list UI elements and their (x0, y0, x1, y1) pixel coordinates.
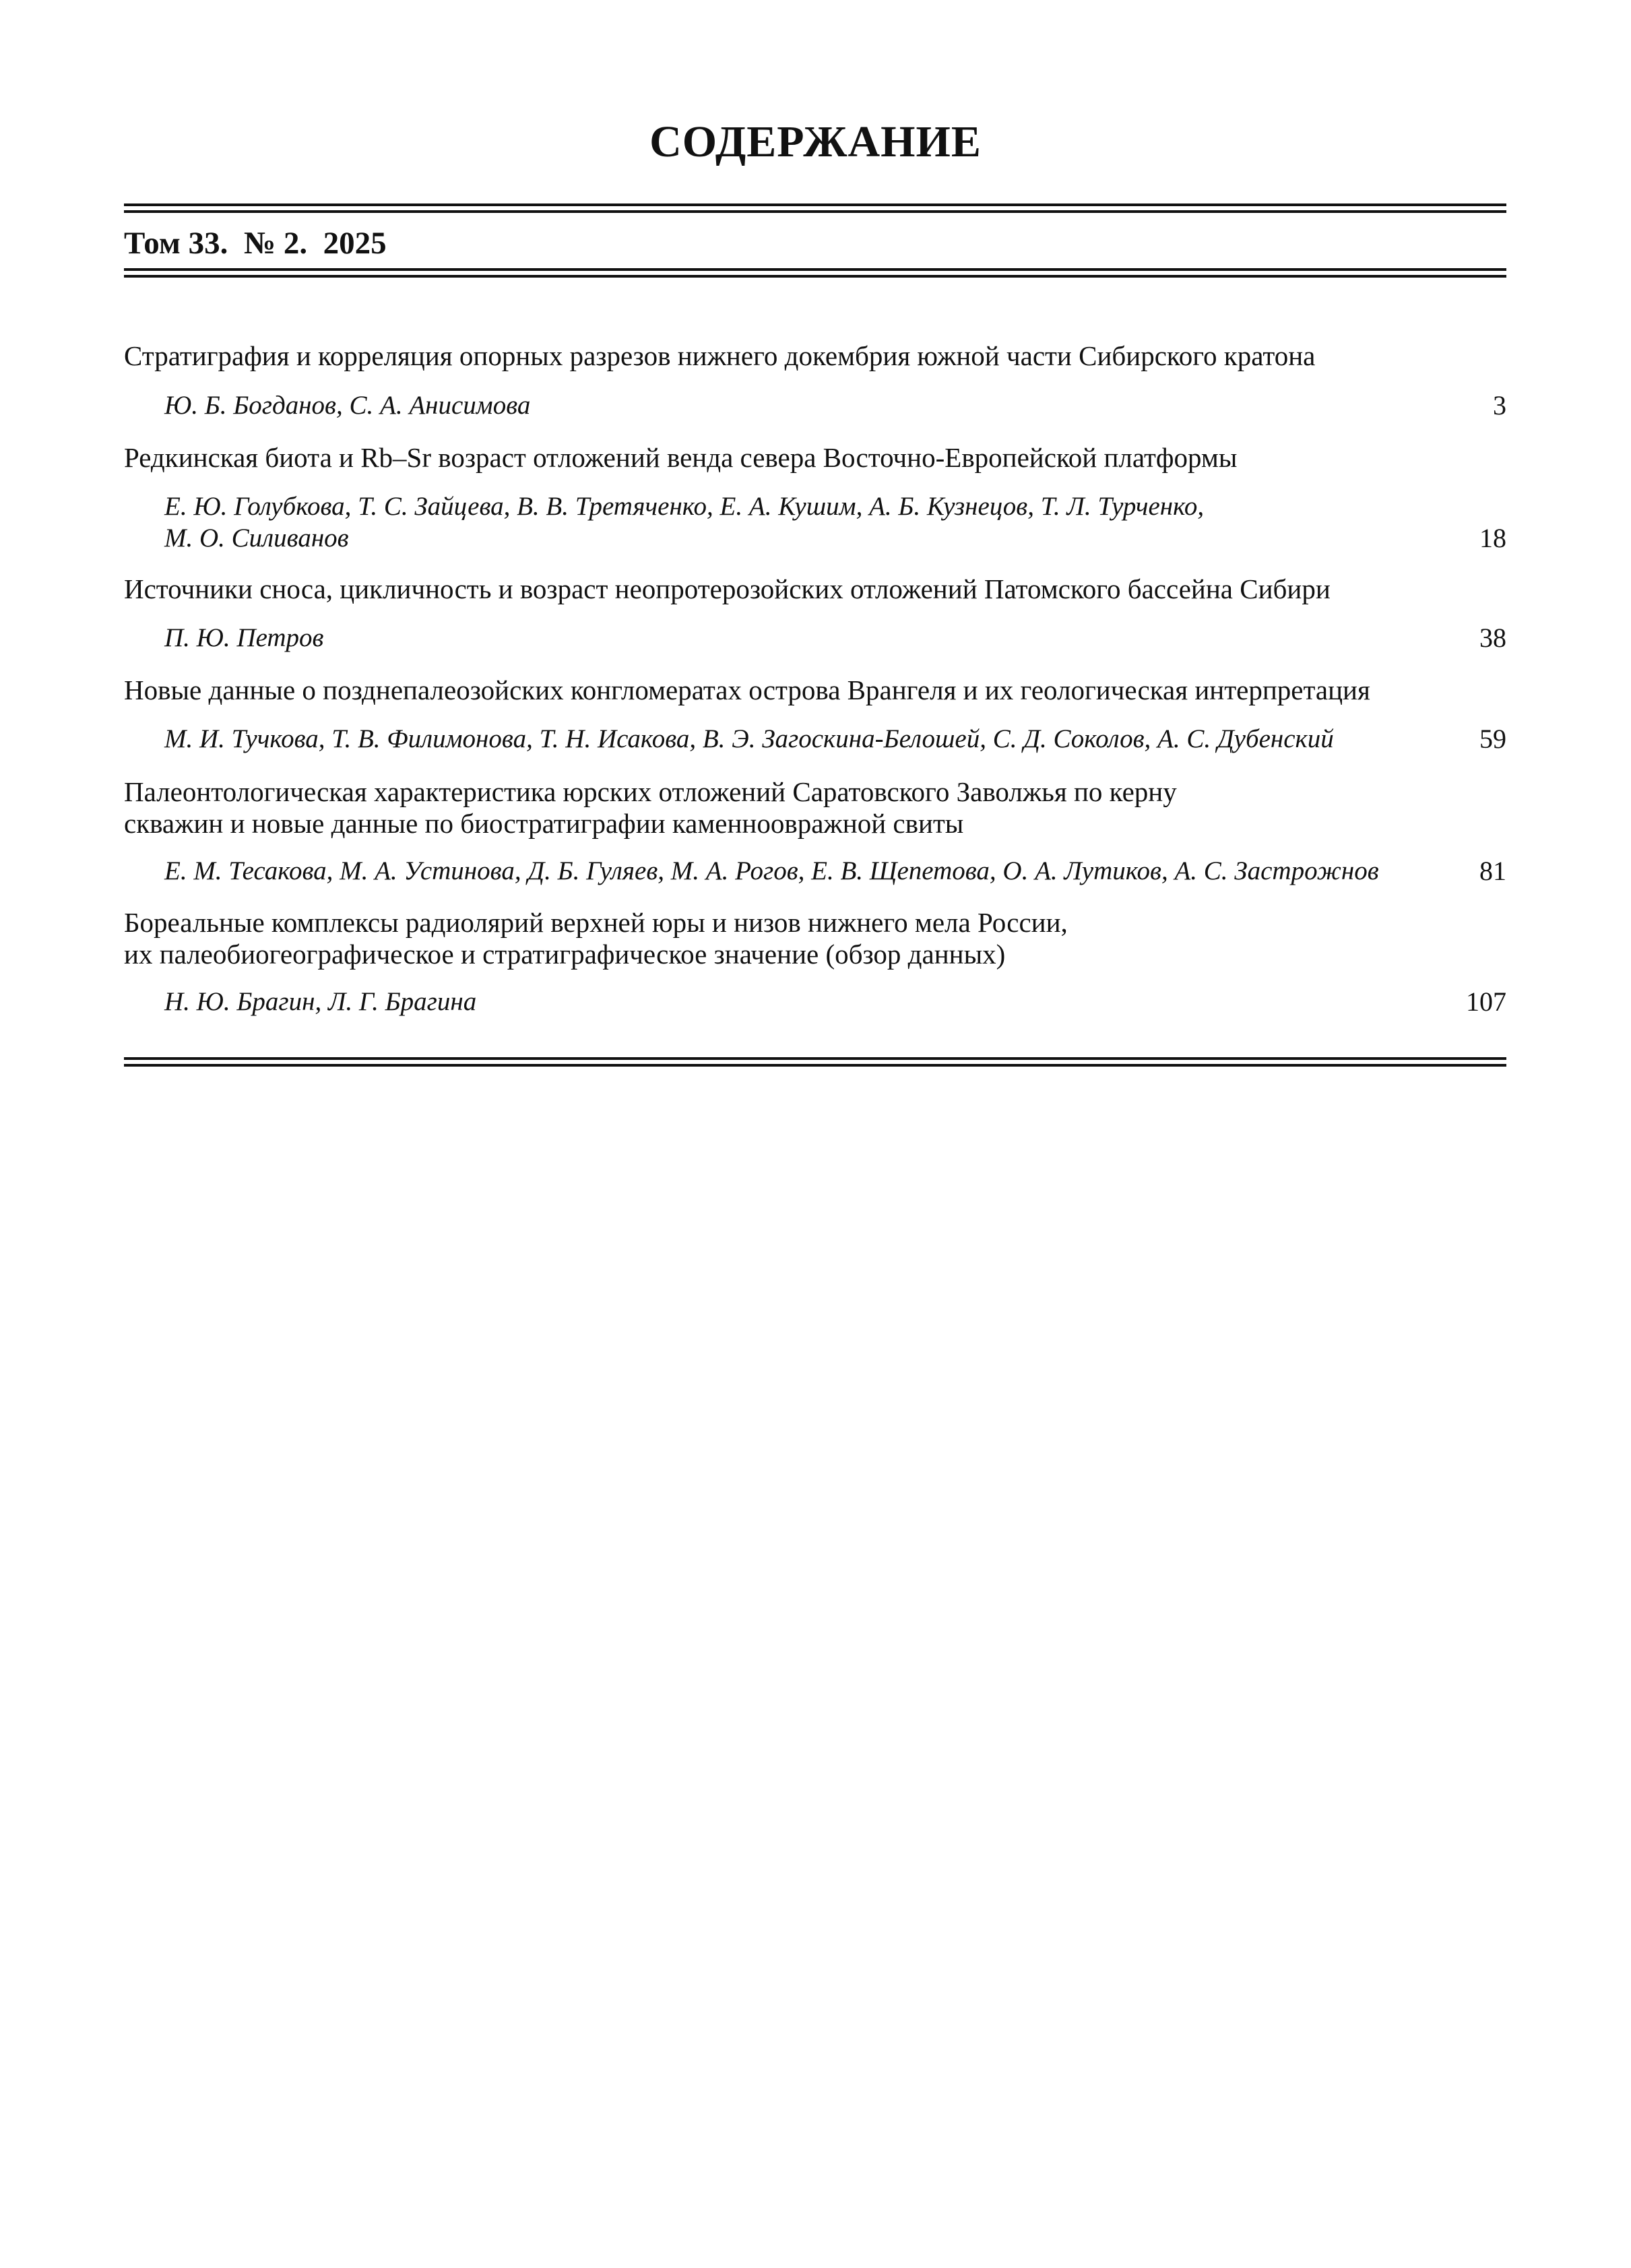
footer-rule-2 (124, 1064, 1506, 1067)
footer-rule-1 (124, 1057, 1506, 1060)
entry-title[interactable]: Бореальные комплексы радиолярий верхней юры и низов нижнего мела России, их палеобиогеографическое и стратиграфическое значение (обзор данных) (124, 907, 1068, 970)
header-rule-top-1 (124, 203, 1506, 206)
entry-page-number: 38 (1479, 623, 1506, 653)
entry-page-number: 3 (1493, 390, 1506, 420)
entry-title[interactable]: Стратиграфия и корреляция опорных разрезов нижнего докембрия южной части Сибирского кратона (124, 340, 1316, 371)
entry-title[interactable]: Источники сноса, цикличность и возраст неопротерозойских отложений Патомского бассейна Сибири (124, 573, 1331, 604)
entry-authors: П. Ю. Петров (164, 623, 324, 652)
header-rule-bottom-1 (124, 268, 1506, 271)
entry-page-number: 107 (1466, 986, 1506, 1017)
entry-authors: Н. Ю. Брагин, Л. Г. Брагина (164, 987, 477, 1016)
entry-title[interactable]: Редкинская биота и Rb–Sr возраст отложений венда севера Восточно-Европейской платформы (124, 442, 1238, 473)
entry-authors: М. И. Тучкова, Т. В. Филимонова, Т. Н. Исакова, В. Э. Загоскина-Белошей, С. Д. Соколов, А. С. Дубенский (164, 724, 1334, 753)
entry-title[interactable]: Палеонтологическая характеристика юрских отложений Саратовского Заволжья по керну скважин и новые данные по биостратиграфии каменноовражной свиты (124, 776, 1177, 839)
header-rule-top-2 (124, 210, 1506, 213)
issue-info: Том 33. № 2. 2025 (124, 226, 387, 261)
entry-title[interactable]: Новые данные о позднепалеозойских конгломератах острова Врангеля и их геологическая интерпретация (124, 674, 1370, 705)
entry-authors: Е. М. Тесакова, М. А. Устинова, Д. Б. Гуляев, М. А. Рогов, Е. В. Щепетова, О. А. Лутиков, А. С. Застрожнов (164, 856, 1379, 885)
entry-authors: Ю. Б. Богданов, С. А. Анисимова (164, 391, 531, 420)
entry-page-number: 18 (1479, 523, 1506, 553)
entry-authors: Е. Ю. Голубкова, Т. С. Зайцева, В. В. Третяченко, Е. А. Кушим, А. Б. Кузнецов, Т. Л. Турченко, М. О. Силиванов (164, 492, 1205, 553)
page-title: СОДЕРЖАНИЕ (649, 117, 982, 166)
entry-page-number: 59 (1479, 724, 1506, 754)
entry-page-number: 81 (1479, 856, 1506, 886)
header-rule-bottom-2 (124, 275, 1506, 278)
